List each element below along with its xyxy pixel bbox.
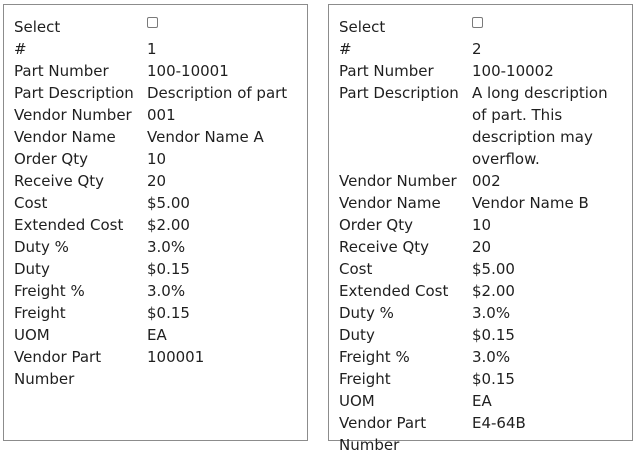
part-number-row xyxy=(14,60,301,82)
part-description-value: A long description of part. This description may overflow. xyxy=(472,84,608,168)
duty-row xyxy=(339,324,626,346)
receive-qty-value: 20 xyxy=(147,172,167,190)
receive-qty-label: Receive Qty xyxy=(339,238,430,256)
select-row xyxy=(14,16,301,38)
part-number-label: Part Number xyxy=(339,62,434,80)
uom-value: EA xyxy=(147,326,167,344)
part-description-label: Part Description xyxy=(339,84,459,102)
uom-row xyxy=(14,324,301,346)
extended-cost-value: $2.00 xyxy=(147,216,190,234)
record-card xyxy=(3,4,308,441)
extended-cost-row xyxy=(339,280,626,302)
order-qty-label: Order Qty xyxy=(339,216,413,234)
uom-label: UOM xyxy=(339,392,375,410)
duty-pct-label: Duty % xyxy=(339,304,394,322)
uom-value: EA xyxy=(472,392,492,410)
freight-pct-label: Freight % xyxy=(339,348,410,366)
freight-row xyxy=(339,368,626,390)
part-description-label: Part Description xyxy=(14,84,134,102)
part-description-row xyxy=(339,82,626,170)
duty-pct-row xyxy=(14,236,301,258)
vendor-part-number-label: Vendor Part Number xyxy=(339,414,427,454)
duty-pct-value: 3.0% xyxy=(147,238,186,256)
duty-value: $0.15 xyxy=(472,326,515,344)
duty-pct-label: Duty % xyxy=(14,238,69,256)
vendor-name-value: Vendor Name A xyxy=(147,128,264,146)
order-qty-row xyxy=(339,214,626,236)
order-qty-row xyxy=(14,148,301,170)
freight-pct-row xyxy=(339,346,626,368)
number-row xyxy=(14,38,301,60)
freight-pct-value: 3.0% xyxy=(147,282,186,300)
vendor-part-number-label: Vendor Part Number xyxy=(14,348,102,388)
vendor-name-label: Vendor Name xyxy=(14,128,116,146)
receive-qty-row xyxy=(339,236,626,258)
number-value: 1 xyxy=(147,40,157,58)
freight-pct-row xyxy=(14,280,301,302)
extended-cost-value: $2.00 xyxy=(472,282,515,300)
vendor-name-row xyxy=(14,126,301,148)
part-number-value: 100-10001 xyxy=(147,62,229,80)
receive-qty-row xyxy=(14,170,301,192)
cost-row xyxy=(14,192,301,214)
cost-label: Cost xyxy=(339,260,373,278)
extended-cost-label: Extended Cost xyxy=(14,216,124,234)
number-label: # xyxy=(14,40,27,58)
duty-pct-value: 3.0% xyxy=(472,304,511,322)
part-number-row xyxy=(339,60,626,82)
cost-row xyxy=(339,258,626,280)
vendor-part-number-row xyxy=(14,346,301,390)
vendor-number-label: Vendor Number xyxy=(339,172,457,190)
freight-value: $0.15 xyxy=(472,370,515,388)
receive-qty-label: Receive Qty xyxy=(14,172,105,190)
duty-pct-row xyxy=(339,302,626,324)
duty-label: Duty xyxy=(339,326,375,344)
extended-cost-label: Extended Cost xyxy=(339,282,449,300)
cost-value: $5.00 xyxy=(472,260,515,278)
freight-pct-label: Freight % xyxy=(14,282,85,300)
cost-label: Cost xyxy=(14,194,48,212)
part-description-row xyxy=(14,82,301,104)
order-qty-label: Order Qty xyxy=(14,150,88,168)
uom-row xyxy=(339,390,626,412)
part-description-value: Description of part xyxy=(147,84,288,102)
number-value: 2 xyxy=(472,40,482,58)
extended-cost-row xyxy=(14,214,301,236)
record-card xyxy=(328,4,633,454)
vendor-name-row xyxy=(339,192,626,214)
vendor-name-value: Vendor Name B xyxy=(472,194,589,212)
vendor-part-number-row xyxy=(339,412,626,456)
number-label: # xyxy=(339,40,352,58)
select-row xyxy=(339,16,626,38)
vendor-number-row xyxy=(14,104,301,126)
freight-value: $0.15 xyxy=(147,304,190,322)
select-checkbox[interactable] xyxy=(147,17,158,28)
vendor-name-label: Vendor Name xyxy=(339,194,441,212)
vendor-number-value: 002 xyxy=(472,172,501,190)
freight-pct-value: 3.0% xyxy=(472,348,511,366)
uom-label: UOM xyxy=(14,326,50,344)
order-qty-value: 10 xyxy=(472,216,492,234)
select-label: Select xyxy=(339,18,386,36)
duty-value: $0.15 xyxy=(147,260,190,278)
cost-value: $5.00 xyxy=(147,194,190,212)
vendor-number-value: 001 xyxy=(147,106,176,124)
order-qty-value: 10 xyxy=(147,150,167,168)
select-checkbox[interactable] xyxy=(472,17,483,28)
freight-label: Freight xyxy=(14,304,66,322)
receive-qty-value: 20 xyxy=(472,238,492,256)
number-row xyxy=(339,38,626,60)
freight-label: Freight xyxy=(339,370,391,388)
vendor-number-row xyxy=(339,170,626,192)
vendor-number-label: Vendor Number xyxy=(14,106,132,124)
duty-label: Duty xyxy=(14,260,50,278)
part-number-label: Part Number xyxy=(14,62,109,80)
select-label: Select xyxy=(14,18,61,36)
freight-row xyxy=(14,302,301,324)
vendor-part-number-value: 100001 xyxy=(147,348,205,366)
duty-row xyxy=(14,258,301,280)
vendor-part-number-value: E4-64B xyxy=(472,414,526,432)
part-number-value: 100-10002 xyxy=(472,62,554,80)
